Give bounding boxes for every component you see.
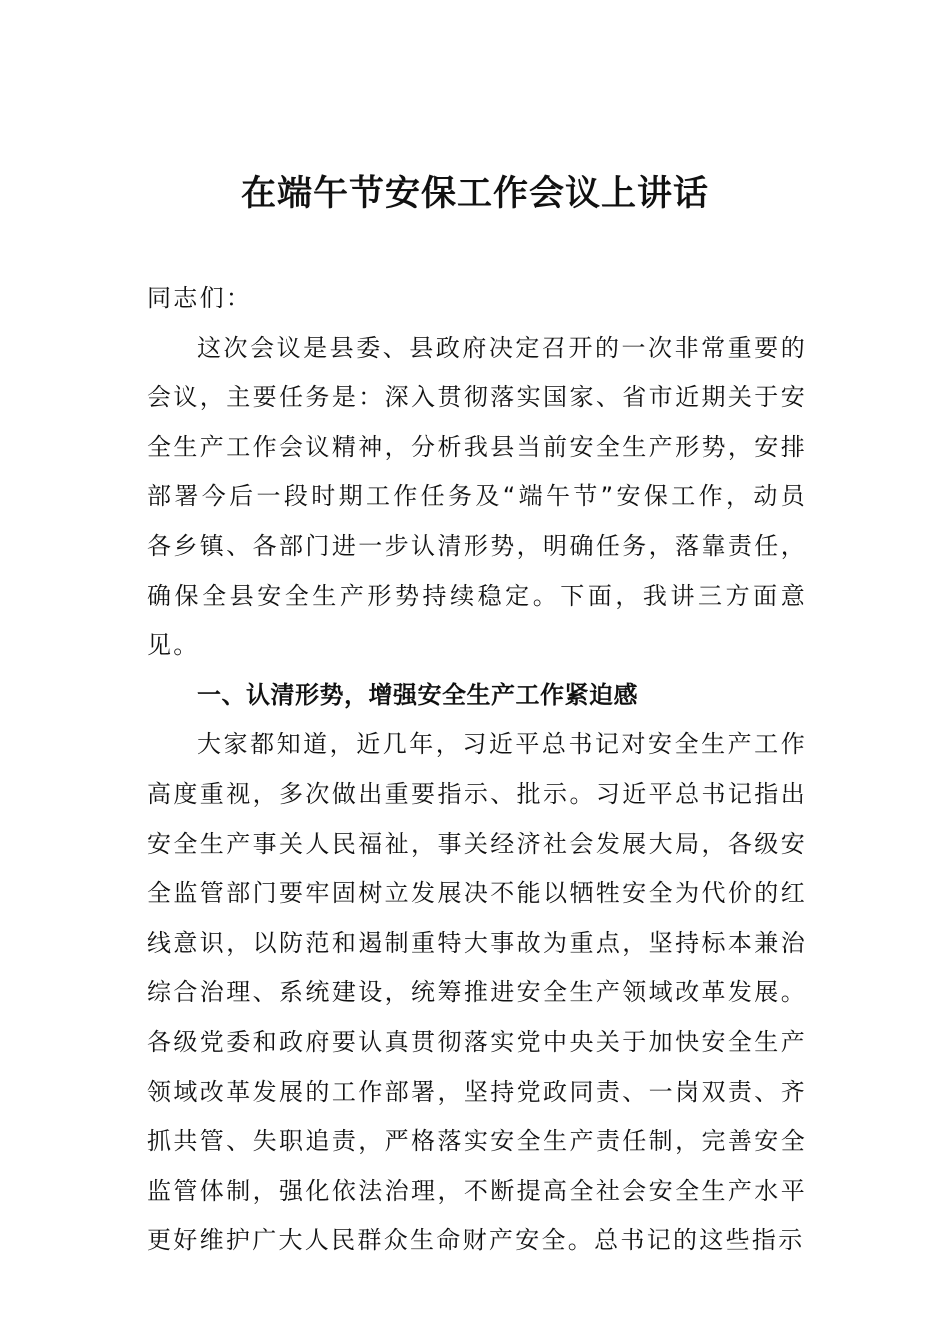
opening-paragraph: 这次会议是县委、县政府决定召开的一次非常重要的会议，主要任务是：深入贯彻落实国家、省市近期关于安全生产工作会议精神，分析我县当前安全生产形势，安排部署今后一段时期工作任务及“端午节”安保工作，动员各乡镇、各部门进一步认清形势，明确任务，落靠责任，确保全县安全生产形势持续稳定。下面，我讲三方面意见。: [147, 333, 807, 660]
section-heading: 一、认清形势，增强安全生产工作紧迫感: [197, 680, 638, 709]
document-body: [147, 274, 807, 1266]
salutation: 同志们：: [147, 284, 253, 312]
section-paragraph: 大家都知道，近几年，习近平总书记对安全生产工作高度重视，多次做出重要指示、批示。习近平总书记指出安全生产事关人民福祉，事关经济社会发展大局，各级安全监管部门要牢固树立发展决不能以牺牲安全为代价的红线意识，以防范和遏制重特大事故为重点，坚持标本兼治综合治理、系统建设，统筹推进安全生产领域改革发展。各级党委和政府要认真贯彻落实党中央关于加快安全生产领域改革发展的工作部署，坚持党政同责、一岗双责、齐抓共管、失职追责，严格落实安全生产责任制，完善安全监管体制，强化依法治理，不断提高全社会安全生产水平更好维护广大人民群众生命财产安全。总书记的这些指示: [147, 730, 807, 1255]
document-title: 在端午节安保工作会议上讲话: [240, 173, 709, 214]
